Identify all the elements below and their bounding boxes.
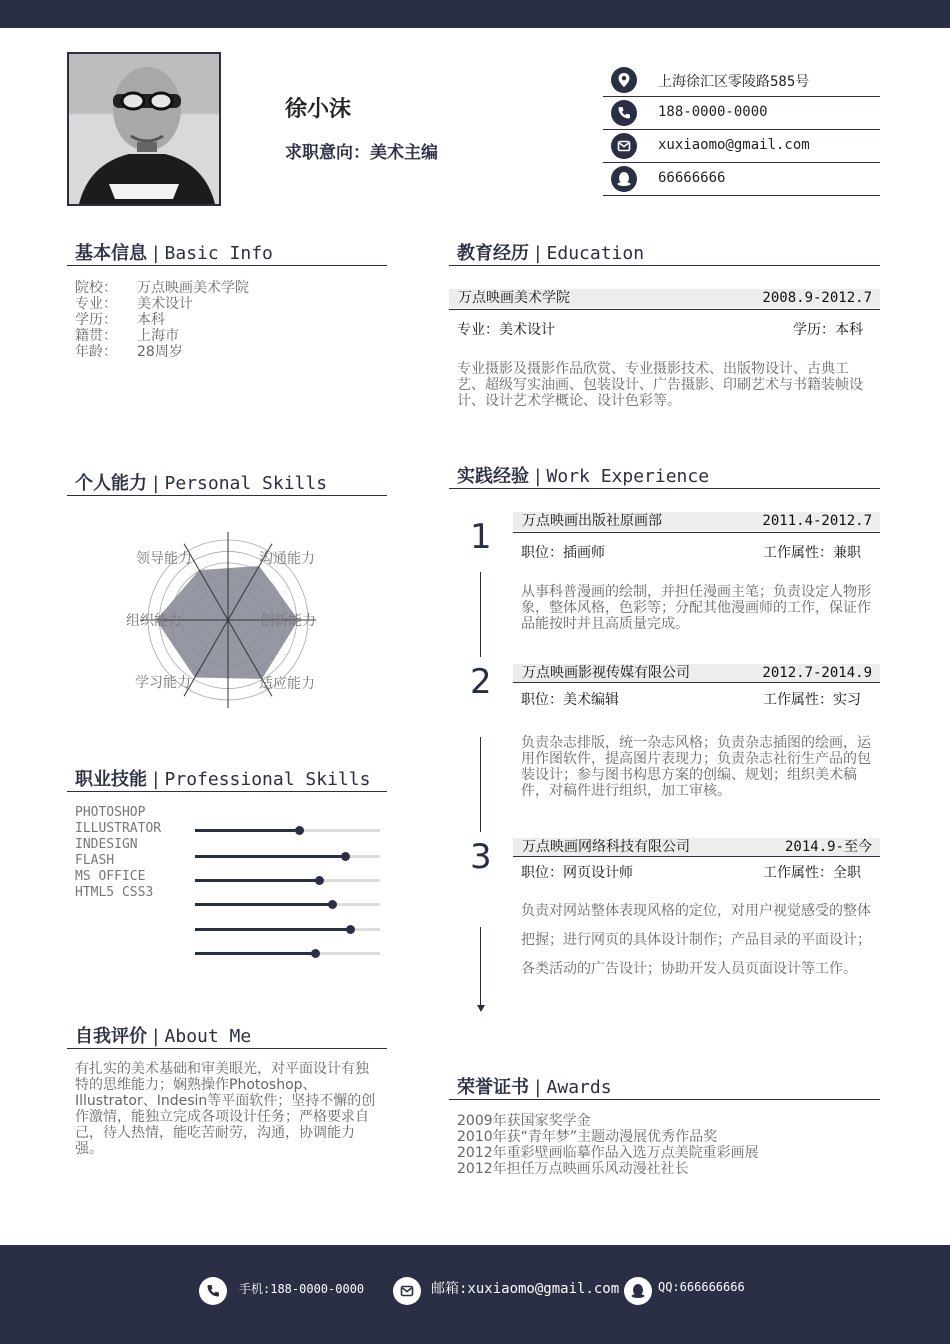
skill-bar-fill (195, 952, 315, 955)
award-item: 2012年重彩壁画临摹作品入选万点美院重彩画展 (457, 1145, 759, 1161)
timeline-arrow-icon (477, 1005, 485, 1012)
personal-skills-divider (67, 495, 387, 496)
info-value: 美术设计 (137, 296, 193, 312)
skill-bar-dot (328, 900, 337, 909)
work-description: 负责杂志排版，统一杂志风格；负责杂志插图的绘画，运用作图软件，提高图片表现力；负责杂志社衍生产品的包装设计；参与图书构思方案的创编、规划；组织美术稿件，对稿件进行组织，加工审核。 (521, 735, 871, 799)
award-item: 2010年获“青年梦”主题动漫展优秀作品奖 (457, 1129, 718, 1145)
awards-heading: 荣誉证书 | Awards (457, 1077, 612, 1098)
professional-skills-title-en: Professional Skills (164, 769, 371, 790)
radar-axis-label: 组织能力 (126, 613, 182, 629)
awards-divider (449, 1099, 880, 1100)
skill-bar-dot (311, 949, 320, 958)
work-company: 万点映画出版社原画部 (522, 513, 662, 529)
basic-info-title-zh: 基本信息 (75, 243, 147, 264)
skill-label: HTML5 CSS3 (75, 885, 154, 900)
qq-icon (624, 1277, 652, 1305)
timeline-line (480, 737, 481, 832)
education-title-zh: 教育经历 (457, 243, 529, 264)
info-value: 上海市 (137, 328, 179, 344)
personal-skills-title-zh: 个人能力 (75, 473, 147, 494)
education-school-bar (449, 289, 880, 308)
education-heading: 教育经历 | Education (457, 243, 645, 264)
contact-row-qq (603, 163, 880, 196)
work-type: 工作属性：全职 (763, 865, 861, 881)
work-number: 2 (470, 662, 492, 702)
work-position: 职位：美术编辑 (521, 692, 619, 708)
radar-axis-label: 沟通能力 (259, 551, 315, 567)
skill-label: INDESIGN (75, 837, 138, 852)
qq-icon (611, 166, 637, 192)
footer-phone: 手机:188-0000-0000 (239, 1282, 365, 1296)
top-bar (0, 0, 950, 28)
award-item: 2009年获国家奖学金 (457, 1113, 591, 1129)
address-text: 上海徐汇区零陵路585号 (658, 74, 810, 90)
awards-title-zh: 荣誉证书 (457, 1077, 529, 1098)
skill-bar-dot (341, 852, 350, 861)
work-period: 2011.4-2012.7 (762, 513, 872, 529)
work-number: 1 (470, 517, 492, 557)
map-pin-icon (611, 67, 637, 93)
about-heading: 自我评价 | About Me (75, 1026, 252, 1047)
skill-label: MS OFFICE (75, 869, 146, 884)
info-key: 籍贯： (75, 328, 117, 344)
work-position: 职位：插画师 (521, 545, 605, 561)
skill-bar-fill (195, 928, 350, 931)
basic-info-heading: 基本信息 | Basic Info (75, 243, 273, 264)
skill-bar-fill (195, 879, 319, 882)
award-item: 2012年担任万点映画乐风动漫社社长 (457, 1161, 689, 1177)
mail-icon (393, 1277, 421, 1305)
skill-label: FLASH (75, 853, 115, 868)
work-company: 万点映画影视传媒有限公司 (522, 665, 690, 681)
info-key: 院校： (75, 280, 117, 296)
personal-skills-heading: 个人能力 | Personal Skills (75, 473, 328, 494)
info-degree (75, 312, 165, 328)
work-divider (449, 488, 880, 489)
education-degree: 学历：本科 (793, 322, 863, 338)
work-company-bar (513, 838, 880, 857)
about-divider (67, 1048, 387, 1049)
qq-text: 66666666 (658, 170, 726, 186)
skill-bar-dot (295, 826, 304, 835)
skills-radar-chart (60, 530, 400, 720)
professional-skills-divider (67, 791, 387, 792)
info-school (75, 280, 249, 296)
radar-axis-label: 创新能力 (260, 613, 316, 629)
about-title-zh: 自我评价 (75, 1026, 147, 1047)
work-description: 负责对网站整体表现风格的定位，对用户视觉感受的整体把握；进行网页的具体设计制作；产品目录的平面设计；各类活动的广告设计；协助开发人员页面设计等工作。 (521, 903, 871, 977)
work-description: 从事科普漫画的绘制，并担任漫画主笔；负责设定人物形象，整体风格，色彩等；分配其他漫画师的工作，保证作品能按时并且高质量完成。 (521, 584, 871, 632)
work-row-line (513, 682, 880, 683)
skill-bar-dot (315, 876, 324, 885)
work-company-bar (513, 512, 880, 531)
work-title-en: Work Experience (546, 466, 710, 487)
contact-row-phone (603, 97, 880, 130)
work-type: 工作属性：兼职 (763, 545, 861, 561)
about-text: 有扎实的美术基础和审美眼光，对平面设计有独特的思维能力；娴熟操作Photoshop、Illustrator、Indesin等平面软件；坚持不懈的创作激情，能独立完成各项设计任务；严格要求自己，待人热情，能吃苦耐劳，沟通，协调能力强。 (75, 1061, 376, 1157)
phone-icon (611, 100, 637, 126)
skill-bar (195, 879, 380, 882)
education-major: 专业：美术设计 (457, 322, 555, 338)
work-period: 2014.9-至今 (784, 839, 872, 855)
info-value: 28周岁 (137, 344, 183, 360)
professional-skills-title-zh: 职业技能 (75, 769, 147, 790)
profile-photo (67, 52, 221, 206)
work-heading: 实践经验 | Work Experience (457, 466, 710, 487)
timeline-line (480, 927, 481, 1007)
about-title-en: About Me (164, 1026, 252, 1047)
education-row-line (449, 309, 880, 310)
skill-bar-fill (195, 903, 332, 906)
radar-axis-label: 领导能力 (136, 551, 192, 567)
skill-bar (195, 903, 380, 906)
info-hometown (75, 328, 179, 344)
radar-axis-label: 学习能力 (135, 675, 191, 691)
skill-bar (195, 855, 380, 858)
basic-info-title-en: Basic Info (164, 243, 273, 264)
footer-email: 邮箱:xuxiaomo@gmail.com (431, 1281, 620, 1297)
work-title-zh: 实践经验 (457, 466, 529, 487)
education-description: 专业摄影及摄影作品欣赏、专业摄影技术、出版物设计、古典工艺、超级写实油画、包装设计、广告摄影、印刷艺术与书籍装帧设计、设计艺术学概论、设计色彩等。 (457, 361, 863, 409)
work-type: 工作属性：实习 (763, 692, 861, 708)
contact-row-address (603, 64, 880, 97)
skill-bar (195, 952, 380, 955)
job-intent: 求职意向：美术主编 (285, 143, 438, 163)
applicant-name: 徐小沫 (285, 97, 352, 122)
radar-axis-label: 适应能力 (259, 676, 315, 692)
skill-bar-fill (195, 855, 345, 858)
work-row-line (513, 856, 880, 857)
personal-skills-title-en: Personal Skills (164, 473, 328, 494)
info-key: 年龄： (75, 344, 117, 360)
work-position: 职位：网页设计师 (521, 865, 633, 881)
work-row-line (513, 532, 880, 533)
skill-bar (195, 928, 380, 931)
skill-label: ILLUSTRATOR (75, 821, 162, 836)
awards-title-en: Awards (546, 1077, 612, 1098)
info-value: 本科 (137, 312, 165, 328)
work-company-bar (513, 664, 880, 683)
work-company: 万点映画网络科技有限公司 (522, 839, 690, 855)
skill-bar (195, 829, 380, 832)
phone-icon (199, 1277, 227, 1305)
education-school: 万点映画美术学院 (458, 290, 570, 306)
skill-label: PHOTOSHOP (75, 805, 146, 820)
info-major (75, 296, 193, 312)
email-text: xuxiaomo@gmail.com (658, 137, 810, 153)
timeline-line (480, 572, 481, 657)
info-key: 专业： (75, 296, 117, 312)
basic-info-divider (67, 265, 387, 266)
work-period: 2012.7-2014.9 (762, 665, 872, 681)
info-key: 学历： (75, 312, 117, 328)
info-value: 万点映画美术学院 (137, 280, 249, 296)
education-period: 2008.9-2012.7 (762, 290, 872, 306)
professional-skills-heading: 职业技能 | Professional Skills (75, 769, 371, 790)
mail-icon (611, 133, 637, 159)
footer-qq: QQ:666666666 (658, 1280, 745, 1294)
education-title-en: Education (546, 243, 645, 264)
education-divider (449, 265, 880, 266)
footer-bar (0, 1245, 950, 1344)
phone-text: 188-0000-0000 (658, 104, 768, 120)
skill-bar-fill (195, 829, 299, 832)
skill-bar-dot (346, 925, 355, 934)
contact-row-email (603, 130, 880, 163)
work-number: 3 (470, 837, 492, 877)
info-age (75, 344, 183, 360)
